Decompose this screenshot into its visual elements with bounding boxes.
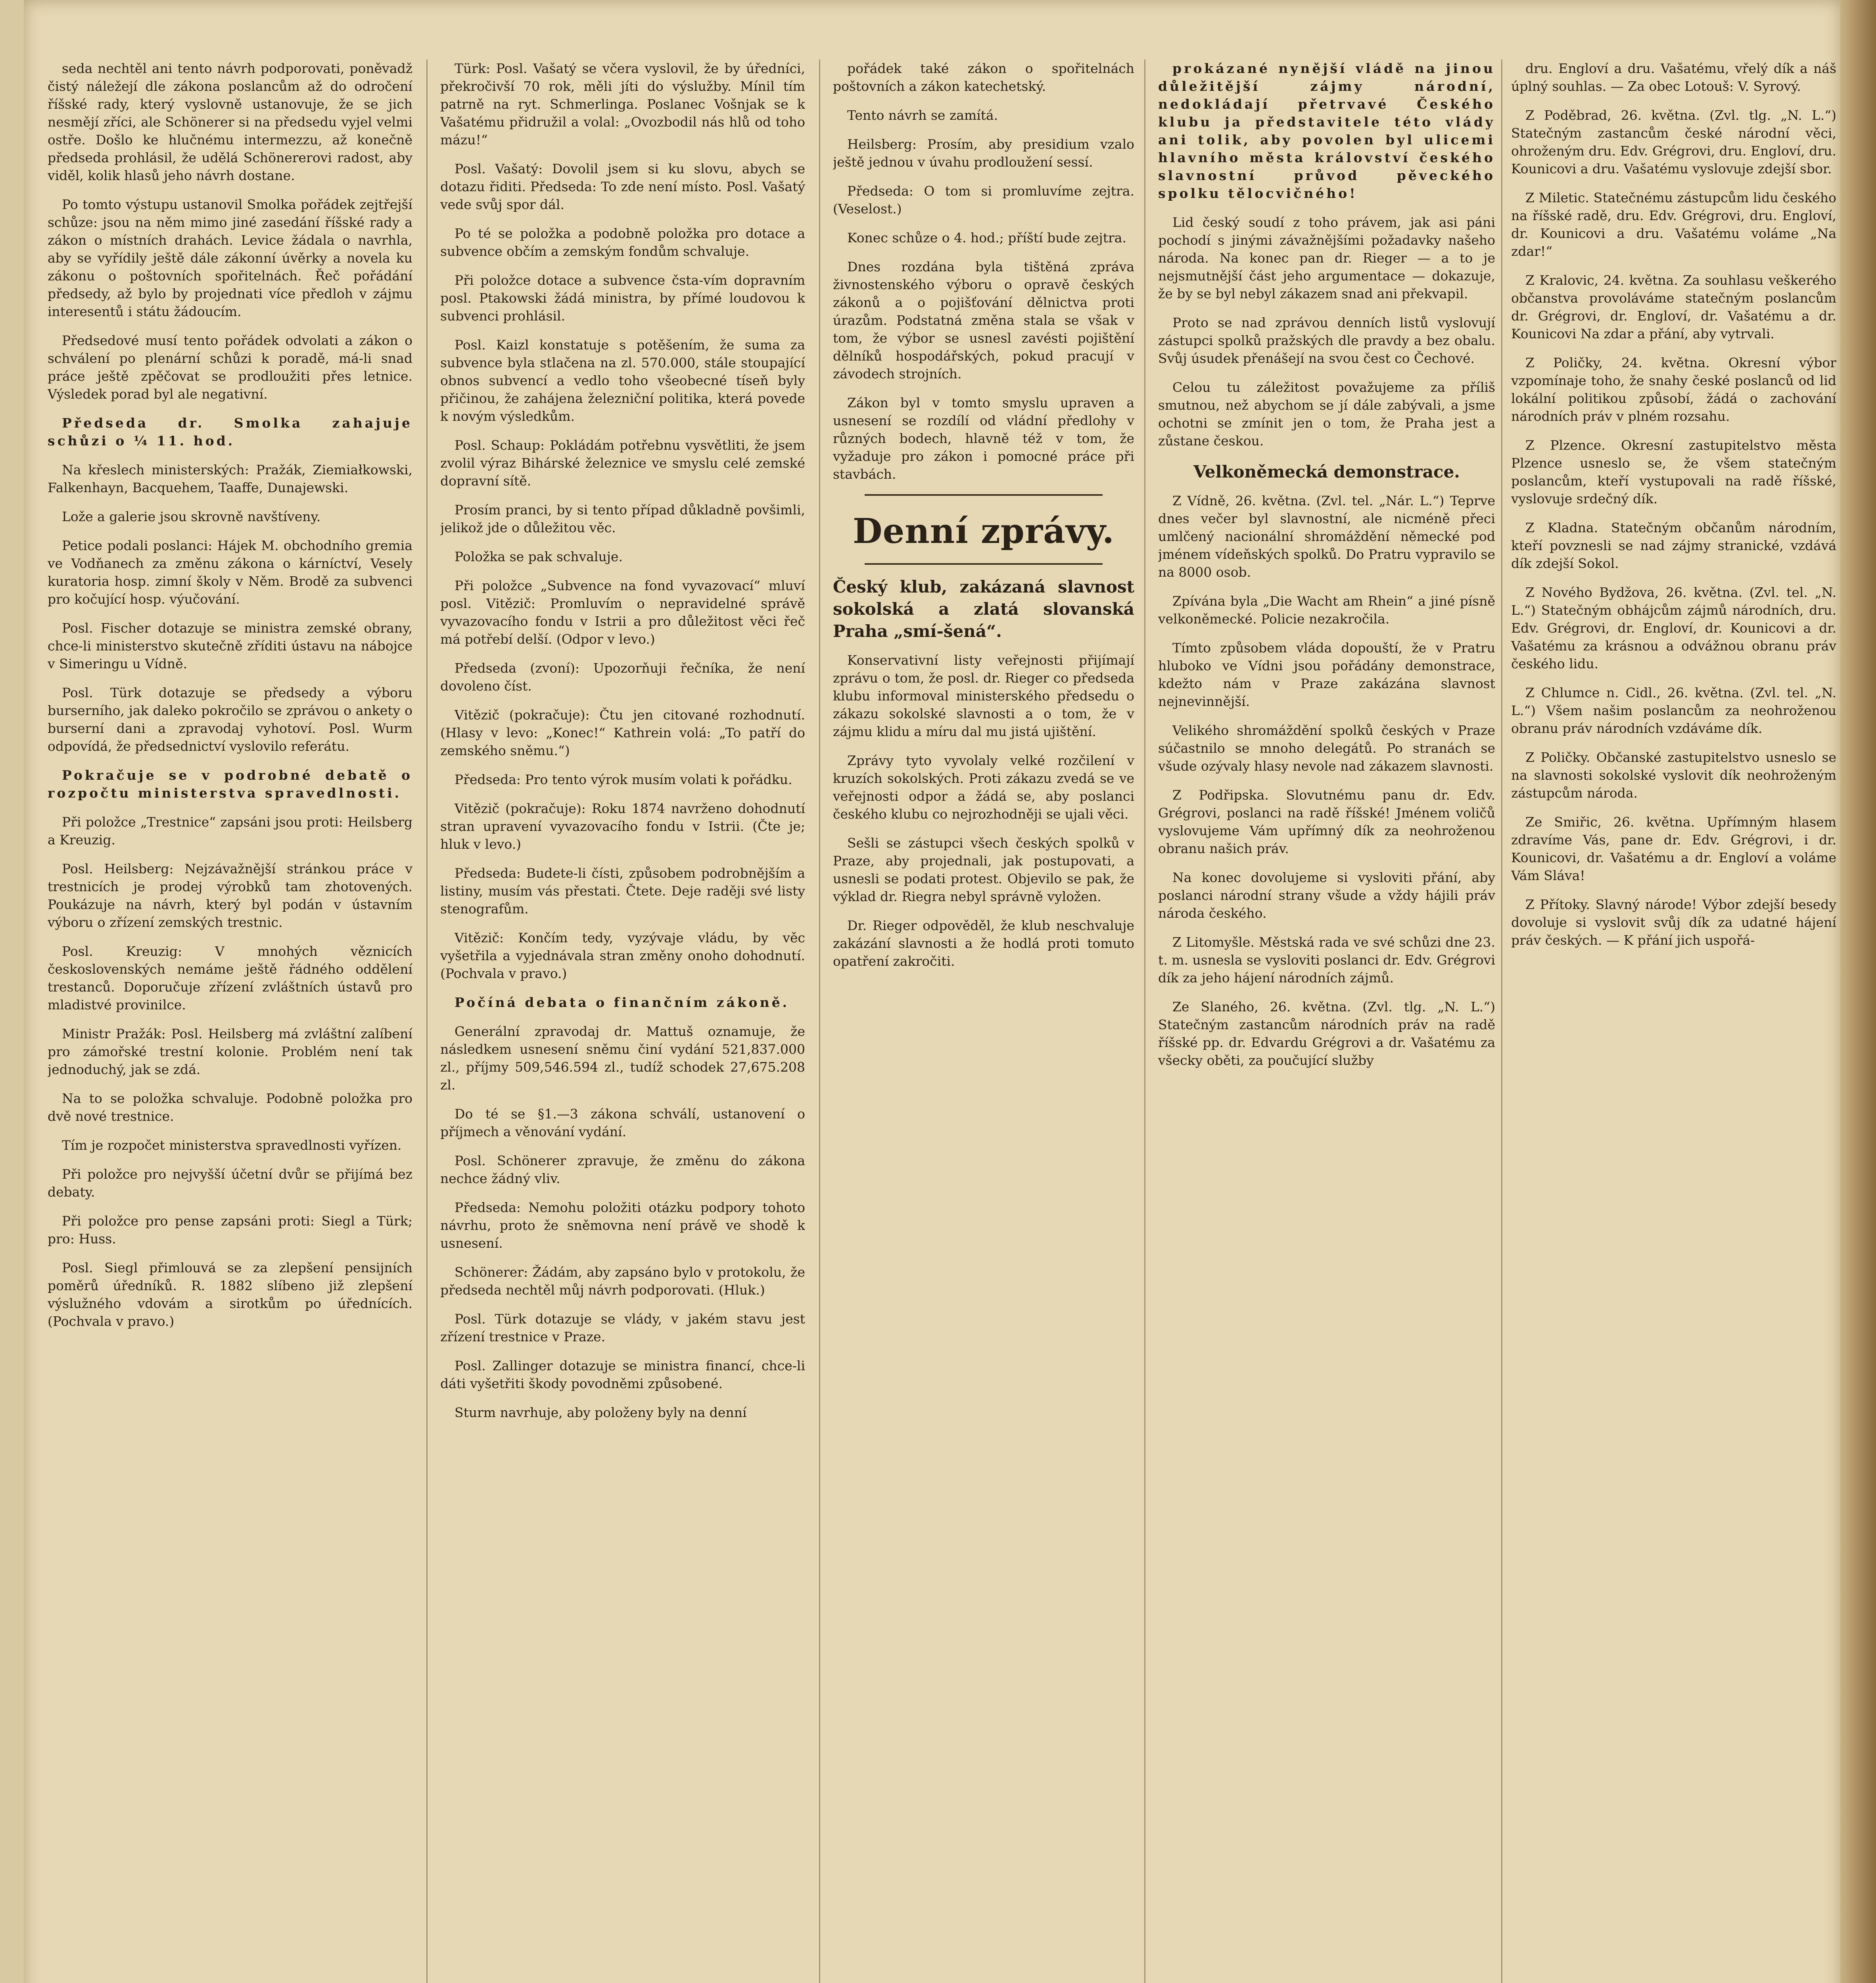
- paragraph: Na to se položka schvaluje. Podobně položka pro dvě nové trestnice.: [48, 1091, 412, 1124]
- paragraph: Předseda: Pro tento výrok musím volati k pořádku.: [455, 772, 792, 787]
- paragraph: Dnes rozdána byla tištěná zpráva živnostenského výboru o opravě českých zákonů a o pojišťování dělnictva proti úrazům. Podstatná změna stala se však v tom, že výbor se usnesl zavésti pojištění dělníků hospodářských, pokud pracují v závodech strojních.: [833, 259, 1134, 382]
- paragraph: Z Poličky, 24. května. Okresní výbor vzpomínaje toho, že snahy české poslanců od lid lokální politikou způsobí, žádá o zachování národních práv v plném rozsahu.: [1511, 355, 1836, 424]
- paragraph: Zpívána byla „Die Wacht am Rhein“ a jiné písně velkoněmecké. Policie nezakročila.: [1158, 593, 1495, 627]
- session-opening: Předseda dr. Smolka zahajuje schůzi o ¼ 11. hod.: [48, 415, 412, 449]
- paragraph: Posl. Türk dotazuje se předsedy a výboru burserního, jak daleko pokročilo se zprávou o ankety o burserní dani a zpravodaj vyhotoví. Posl. Wurm odpovídá, že předsednictví vyslovilo referátu.: [48, 685, 412, 754]
- paragraph: Z Poličky. Občanské zastupitelstvo usneslo se na slavnosti sokolské vyslovit dík neohroženým zástupcům národa.: [1511, 750, 1836, 801]
- paragraph: Do té se §1.—3 zákona schválí, ustanovení o příjmech a věnování vydání.: [440, 1106, 805, 1139]
- paragraph: Vitězič (pokračuje): Čtu jen citované rozhodnutí. (Hlasy v levo: „Konec!“ Kathrein volá: „To patří do zemského sněmu.“): [440, 707, 805, 758]
- column-1: [48, 59, 412, 1983]
- paragraph: Předseda: O tom si promluvíme zejtra. (Veselost.): [833, 183, 1134, 217]
- paragraph: Schönerer: Žádám, aby zapsáno bylo v protokolu, že předseda nechtěl můj návrh podporovati. (Hluk.): [440, 1264, 805, 1298]
- column-4: [1158, 59, 1495, 1983]
- column-3: [833, 59, 1134, 1983]
- paragraph: Z Kladna. Statečným občanům národním, kteří povznesli se nad zájmy stranické, vzdává dík zdejší Sokol.: [1511, 520, 1836, 571]
- paragraph: Sešli se zástupci všech českých spolků v Praze, aby projednali, jak postupovati, a usnesli se podati protest. Objevilo se pak, že výklad dr. Riegra nebyl správně vyložen.: [833, 835, 1134, 904]
- paragraph: Posl. Türk dotazuje se vlády, v jakém stavu jest zřízení trestnice v Praze.: [440, 1311, 805, 1344]
- section-heading: Denní zprávy.: [853, 511, 1114, 551]
- article-title: Velkoněmecká demonstrace.: [1193, 462, 1460, 481]
- heading-rule: [865, 563, 1103, 565]
- column-2: [440, 59, 805, 1983]
- paragraph: Z Přítoky. Slavný národe! Výbor zdejší besedy dovoluje si vyslovit svůj dík za udatné hájení práv českých. — K přání jich uspořá-: [1511, 897, 1836, 948]
- paragraph: Generální zpravodaj dr. Mattuš oznamuje, že následkem usnesení sněmu činí vydání 521,837.000 zl., příjmy 509,546.594 zl., tudíž schodek 27,675.208 zl.: [440, 1024, 805, 1093]
- column-rule: [1501, 59, 1502, 1983]
- paragraph: Petice podali poslanci: Hájek M. obchodního gremia ve Vodňanech za změnu zákona o kárníctví, Vesely kuratoria hosp. zimní školy v Něm. Brodě za subvenci pro kočující hosp. výučování.: [48, 538, 412, 607]
- heading-rule: [865, 494, 1103, 496]
- paragraph: Z Kralovic, 24. května. Za souhlasu veškerého občanstva provoláváme statečným poslancům dr. Grégrovi, dr. Engloví, dr. Vašatému a dr. Kounicovi Na zdar a přání, aby vytrvali.: [1511, 272, 1836, 341]
- column-rule: [426, 59, 428, 1983]
- paragraph: Posl. Kaizl konstatuje s potěšením, že suma za subvence byla stlačena na zl. 570.000, stále stoupající obnos subvencí a vedlo toho všeobecné tíseň byly přičinou, že zahájena železniční politika, která povede k novým výsledkům.: [440, 337, 805, 424]
- paragraph: Předsedové musí tento pořádek odvolati a zákon o schválení po plenární schůzi k poradě, má-li snad práce ještě zpěčovat se prodloužiti přes letnice. Výsledek porad byl ale negativní.: [48, 333, 412, 402]
- article-title: Český klub, zakázaná slavnost sokolská a zlatá slovanská Praha „smí-šená“.: [833, 577, 1134, 641]
- paragraph: Zákon byl v tomto smyslu upraven a usnesení se rozdílí od vládní předlohy v různých bodech, hlavně též v tom, že vyžaduje pro zákon i pomocné práce při stavbách.: [833, 395, 1134, 482]
- paragraph: Posl. Heilsberg: Nejzávažnější stránkou práce v trestnicích je prodej výrobků tam zhotovených. Poukázuje na návrh, který byl podán v ústavním výboru o zřízení zemských trestnic.: [48, 861, 412, 930]
- paragraph: Velikého shromáždění spolků českých v Praze súčastnilo se mnoho delegátů. Po stranách se všude ozývaly hlasy nevole nad zákazem slavnosti.: [1158, 723, 1495, 774]
- paragraph: Dr. Rieger odpověděl, že klub neschvaluje zakázání slavnosti a že hodlá proti tomuto opatření zakročiti.: [833, 918, 1134, 969]
- paragraph: Položka se pak schvaluje.: [455, 549, 623, 564]
- paragraph: Při položce „Subvence na fond vyvazovací“ mluví posl. Vitězič: Promluvím o nepravidelné správě vyvazovacího fondu v Istrii a pro důležitost věci řeč má potřebí delší. (Odpor v levo.): [440, 578, 805, 647]
- paragraph: Ministr Pražák: Posl. Heilsberg má zvláštní zalíbení pro zámořské trestní kolonie. Problém není tak jednoduchý, jak se zdá.: [48, 1026, 412, 1077]
- paragraph: Posl. Kreuzig: V mnohých věznicích československých nemáme ještě řádného oddělení trestanců. Doporučuje zřízení zvláštních ústavů pro mladistvé provinilce.: [48, 944, 412, 1013]
- paragraph: Předseda (zvoní): Upozorňuji řečníka, že není dovoleno číst.: [440, 660, 805, 694]
- paragraph: seda nechtěl ani tento návrh podporovati, poněvadž čistý náležejí dle zákona poslancům až do odročení říšské rady, který vyslovně ustanovuje, že se jich nesmějí zříci, ale Schönerer si na předsedu vyjel velmi ostře. Došlo ke hlučnému intermezzu, až konečně předseda prohlásil, že udělá Schönererovi radost, aby viděl, kolik hlasů jeho návrh dostane.: [48, 61, 412, 183]
- paragraph: Při položce pro nejvyšší účetní dvůr se přijímá bez debaty.: [48, 1166, 412, 1200]
- paragraph: Posl. Fischer dotazuje se ministra zemské obrany, chce-li ministerstvo skutečně zříditi ústavu na nábojce v Simeringu u Vídně.: [48, 620, 412, 671]
- paragraph: Celou tu záležitost považujeme za příliš smutnou, než abychom se jí dále zabývali, a jsme ochotni se zmínit jen o tom, že Praha jest a zůstane českou.: [1158, 380, 1495, 449]
- book-spine: [1840, 0, 1876, 1983]
- paragraph: Při položce dotace a subvence čsta-vím dopravním posl. Ptakowski žádá ministra, by přímé loudovou k subvenci prohlásil.: [440, 272, 805, 324]
- paragraph: Z Plzence. Okresní zastupitelstvo města Plzence usneslo se, že všem statečným poslancům, kteří vystupovali na radě říšské, vyslovuje srdečný dík.: [1511, 437, 1836, 506]
- paragraph: Vitězič: Končím tedy, vyzývaje vládu, by věc vyšetřila a vyjednávala stran změny onoho dohodnutí. (Pochvala v pravo.): [440, 930, 805, 981]
- paragraph: Posl. Schönerer zpravuje, že změnu do zákona nechce žádný vliv.: [440, 1153, 805, 1186]
- paragraph: pořádek také zákon o spořitelnách poštovních a zákon katechetský.: [833, 61, 1134, 94]
- paragraph: Sturm navrhuje, aby položeny byly na denní: [455, 1405, 747, 1420]
- paragraph: Konservativní listy veřejnosti přijímají zprávu o tom, že posl. dr. Rieger co předseda klubu informoval ministerského předsedu o zákazu sokolské slavnosti a o tom, že v zájmu klidu a míru dal mu jistá ujištění.: [833, 652, 1134, 739]
- paragraph: Zprávy tyto vyvolaly velké rozčilení v kruzích sokolských. Proti zákazu zvedá se ve veřejnosti odpor a žádá se, aby poslanci českého klubu co nejrozhodněji se ujali věci.: [833, 753, 1134, 822]
- paragraph: Türk: Posl. Vašatý se včera vyslovil, že by úředníci, překročivší 70 rok, měli jíti do výslužby. Mínil tím patrně na ryt. Schmerlinga. Poslanec Vošnjak se k Vašatému přidružil a volal: „Ovozbodil nás hlů od toho mázu!“: [440, 61, 805, 148]
- paragraph: Z Vídně, 26. května. (Zvl. tel. „Nár. L.“) Teprve dnes večer byl slavnostní, ale nicméně přeci umlčený nacionální shromáždění německé pod jménem vídeňských spolků. Do Pratru vypravilo se na 8000 osob.: [1158, 493, 1495, 580]
- paragraph: Z Nového Bydžova, 26. května. (Zvl. tel. „N. L.“) Statečným obhájcům zájmů národních, dru. Edv. Grégrovi, dr. Engloví, dr. Kounicovi a dr. Vašatému za krásnou a odvážnou obranu práv českého lidu.: [1511, 585, 1836, 671]
- paragraph: dru. Engloví a dru. Vašatému, vřelý dík a náš úplný souhlas. — Za obec Lotouš: V. Syrový.: [1511, 61, 1836, 94]
- paragraph: Vitězič (pokračuje): Roku 1874 navrženo dohodnutí stran upravení vyvazovacího fondu v Istrii. (Čte je; hluk v levo.): [440, 801, 805, 852]
- paragraph: Na křeslech ministerských: Pražák, Ziemiałkowski, Falkenhayn, Bacquehem, Taaffe, Dunajewski.: [48, 462, 412, 495]
- paragraph: Při položce „Trestnice“ zapsáni jsou proti: Heilsberg a Kreuzig.: [48, 814, 412, 848]
- paragraph: Heilsberg: Prosím, aby presidium vzalo ještě jednou v úvahu prodloužení sessí.: [833, 136, 1134, 170]
- section-label: Pokračuje se v podrobné debatě o rozpočtu ministerstva spravedlnosti.: [48, 767, 412, 801]
- paragraph: Z Chlumce n. Cidl., 26. května. (Zvl. tel. „N. L.“) Všem našim poslancům za neohroženou obranu práv národních vzdáváme dík.: [1511, 685, 1836, 736]
- paragraph: Lože a galerie jsou skrovně navštíveny.: [62, 509, 321, 524]
- column-5: [1511, 59, 1836, 1983]
- paragraph: Lid český soudí z toho právem, jak asi páni pochodí s jinými závažnějšími požadavky našeho národa. Na konec pan dr. Rieger — a to je nejsmutnější část jeho argumentace — dokazuje, že by se byl nebyl zákazem snad ani překvapil.: [1158, 215, 1495, 301]
- paragraph: Z Podřipska. Slovutnému panu dr. Edv. Grégrovi, poslanci na radě říšské! Jménem voličů vyslovujeme Vám upřímný dík za neohroženou obranu našich práv.: [1158, 787, 1495, 856]
- paragraph-emphasis: prokázané nynější vládě na jinou důležitější zájmy národní, nedokládají přetrvavé Českého klubu ja představitele této vlády ani tolik, aby povolen byl ulicemi hlavního města království českého slavnostní průvod pěveckého spolku tělocvičného!: [1158, 61, 1495, 201]
- paragraph: Tímto způsobem vláda dopouští, že v Pratru hluboko ve Vídni jsou pořádány demonstrace, kdežto nám v Praze zakázána slavnost nejnevinnější.: [1158, 640, 1495, 709]
- column-rule: [1144, 59, 1145, 1983]
- paragraph: Proto se nad zprávou denních listů vyslovují zástupci spolků pražských dle pravdy a bez obalu. Svůj úsudek přenášejí na svou čest co Čechové.: [1158, 315, 1495, 366]
- paragraph: Z Poděbrad, 26. května. (Zvl. tlg. „N. L.“) Statečným zastancům české národní věci, ohroženým dru. Edv. Grégrovi, dru. Engloví, dru. Kounicovi a dru. Vašatému vyslovuje zdejší sbor.: [1511, 107, 1836, 176]
- paragraph: Prosím pranci, by si tento případ důkladně povšimli, jelikož jde o důležitou věc.: [440, 502, 805, 535]
- paragraph: Z Litomyšle. Městská rada ve své schůzi dne 23. t. m. usnesla se vysloviti poslanci dr. Edv. Grégrovi dík za jeho hájení národních zájmů.: [1158, 934, 1495, 986]
- paragraph: Posl. Zallinger dotazuje se ministra financí, chce-li dáti vyšetřiti škody povodněmi způsobené.: [440, 1358, 805, 1391]
- paragraph: Předseda: Budete-li čísti, způsobem podrobnějším a listiny, musím vás přestati. Čtete. Deje raději své listy stenografům.: [440, 865, 805, 917]
- paragraph: Tím je rozpočet ministerstva spravedlnosti vyřízen.: [62, 1137, 402, 1153]
- paragraph: Konec schůze o 4. hod.; příští bude zejtra.: [847, 230, 1126, 245]
- paragraph: Z Miletic. Statečnému zástupcům lidu českého na říšské radě, dru. Edv. Grégrovi, dru. Engloví, dr. Kounicovi a dru. Vašatému voláme „Na zdar!“: [1511, 190, 1836, 259]
- column-rule: [819, 59, 820, 1983]
- paragraph: Při položce pro pense zapsáni proti: Siegl a Türk; pro: Huss.: [48, 1213, 412, 1247]
- paragraph: Po tomto výstupu ustanovil Smolka pořádek zejtřejší schůze: jsou na něm mimo jiné zasedání říšské rady a zákon o místních drahách. Levice žádala o navrhla, aby se vyřídily ještě dále zákonní úvěrky a novela ku zákonu o poštovních spořitelnách. Řeč pořádání předsedy, až bylo by projednati více předloh v zájmu interesentů i státu žádoucím.: [48, 197, 412, 319]
- paragraph: Po té se položka a podobně položka pro dotace a subvence občím a zemským fondům schvaluje.: [440, 226, 805, 259]
- paragraph: Tento návrh se zamítá.: [847, 107, 998, 123]
- paragraph: Ze Slaného, 26. května. (Zvl. tlg. „N. L.“) Statečným zastancům národních práv na radě říšské pp. dr. Edvardu Grégrovi a dr. Vašatému za všecky oběti, za poučující služby: [1158, 999, 1495, 1068]
- paragraph: Ze Smiřic, 26. května. Upřímným hlasem zdravíme Vás, pane dr. Edv. Grégrovi, i dr. Kounicovi, dr. Vašatému a dr. Engloví a voláme Vám Sláva!: [1511, 814, 1836, 883]
- paragraph: Předseda: Nemohu položiti otázku podpory tohoto návrhu, proto že sněmovna není právě ve shodě k usnesení.: [440, 1200, 805, 1251]
- paragraph: Posl. Siegl přimlouvá se za zlepšení pensijních poměrů úředníků. R. 1882 slíbeno již zlepšení výslužného vdovám a sirotkům po úřednících. (Pochvala v pravo.): [48, 1260, 412, 1329]
- section-label: Počíná debata o finančním zákoně.: [455, 995, 790, 1010]
- paragraph: Posl. Schaup: Pokládám potřebnu vysvětliti, že jsem zvolil výraz Bihárské železnice ve smyslu celé zemské dopravní sítě.: [440, 437, 805, 489]
- paragraph: Posl. Vašatý: Dovolil jsem si ku slovu, abych se dotazu řiditi. Předseda: To zde není místo. Posl. Vašatý vede svůj spor dál.: [440, 161, 805, 212]
- paragraph: Na konec dovolujeme si vysloviti přání, aby poslanci národní strany všude a vždy hájili práv národa českého.: [1158, 870, 1495, 921]
